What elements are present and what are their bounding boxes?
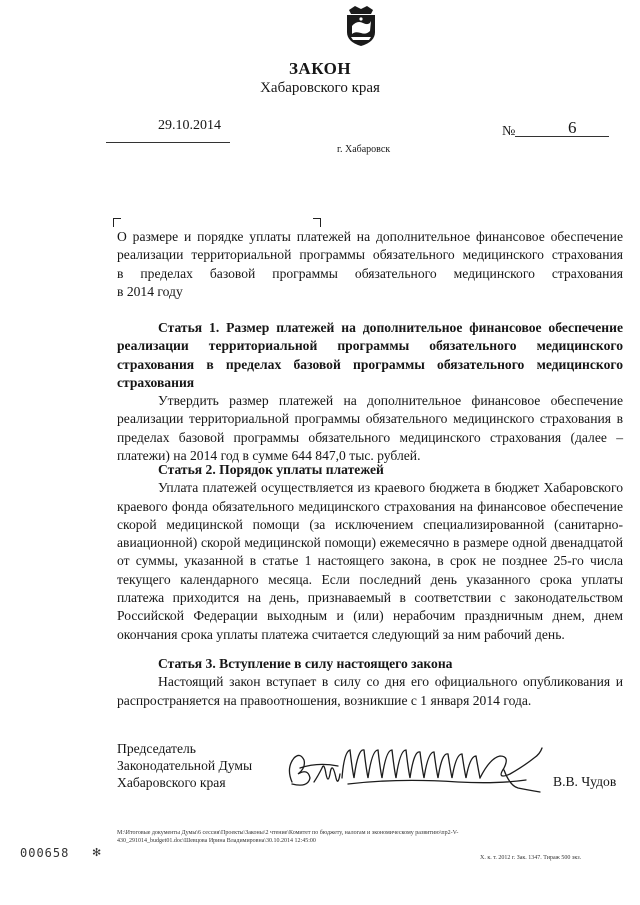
region-subtitle: Хабаровского края [260, 80, 380, 96]
stamp-number: 000658 [20, 846, 70, 860]
law-title-line: в 2014 году [117, 283, 183, 299]
signatory-position [117, 740, 252, 791]
position-line: Законодательной Думы [117, 758, 253, 773]
date-underline [106, 142, 230, 143]
title-bracket-left [113, 218, 121, 227]
article-text: Уплата платежей осуществляется из краевого бюджета в бюджет Хабаровского краевого фонда обязательного медицинского страхования на финансовое обеспечение скорой медицинской помощи (за исключением специализированной (санитарно-авиационной) скорой медицинской помощи) ежемесячно в размере одной двенадцатой от суммы, указанной в статье 1 настоящего закона, в срок не позднее 25-го числа текущего календарного месяца. Если последний день указанного срока уплаты платежа приходится на день, признаваемый в соответствии с законодательством Российской Федерации выходным и (или) нерабочим праздничным днем, днем окончания срока уплаты платежа считается следующий за ним рабочий день. [117, 480, 623, 642]
file-path-note [117, 829, 623, 845]
law-title-line: в пределах базовой программы обязательного медицинского страхования [117, 265, 623, 281]
article-text: Утвердить размер платежей на дополнительное финансовое обеспечение реализации территориальной программы обязательного медицинского страхования в пределах базовой программы обязательного медицинского страхования (далее – платежи) на 2014 год в сумме 644 847,0 тыс. рублей. [117, 393, 623, 464]
snowflake-icon: ✻ [92, 847, 102, 859]
city-label: г. Хабаровск [337, 144, 391, 155]
article-heading: Статья 1. Размер платежей на дополнительное финансовое обеспечение реализации территориальной программы обязательного медицинского страхования в пределах базовой программы обязательного медицинского страхования [117, 320, 623, 390]
document-title: ЗАКОН [288, 59, 352, 78]
file-path-line: М:\Итоговые документы Думы\6 сессия\Проекты\Законы\2 чтение\Комитет по бюджету, налогам и экономическому развитию\пр2-V- [117, 830, 459, 836]
article-2 [117, 461, 623, 644]
handwritten-signature [278, 738, 550, 804]
law-number: 6 [568, 118, 577, 137]
signatory-name: В.В. Чудов [553, 774, 617, 789]
article-heading: Статья 2. Порядок уплаты платежей [158, 462, 384, 477]
coat-of-arms-icon [341, 4, 381, 48]
print-info: Х. к. т. 2012 г. Зак. 1347. Тираж 500 экз. [480, 855, 582, 861]
article-heading: Статья 3. Вступление в силу настоящего закона [158, 656, 453, 671]
position-line: Хабаровского края [117, 775, 226, 790]
title-bracket-right [313, 218, 321, 227]
law-title-line: реализации территориальной программы обязательного медицинского страхования [117, 247, 623, 263]
article-3 [117, 655, 623, 710]
article-text: Настоящий закон вступает в силу со дня его официального опубликования и распространяется на правоотношения, возникшие с 1 января 2014 года. [117, 674, 623, 708]
law-title [117, 228, 623, 301]
number-label: № [502, 124, 516, 139]
law-title-line: О размере и порядке уплаты платежей на дополнительное финансовое обеспечение [117, 229, 623, 244]
file-path-line: 430_291014_budget01.doc\Шевцова Ирина Владимировна\30.10.2014 12:45:00 [117, 838, 316, 844]
position-line: Председатель [117, 741, 196, 756]
number-underline [515, 136, 609, 137]
law-date: 29.10.2014 [158, 118, 221, 133]
article-1 [117, 319, 623, 465]
